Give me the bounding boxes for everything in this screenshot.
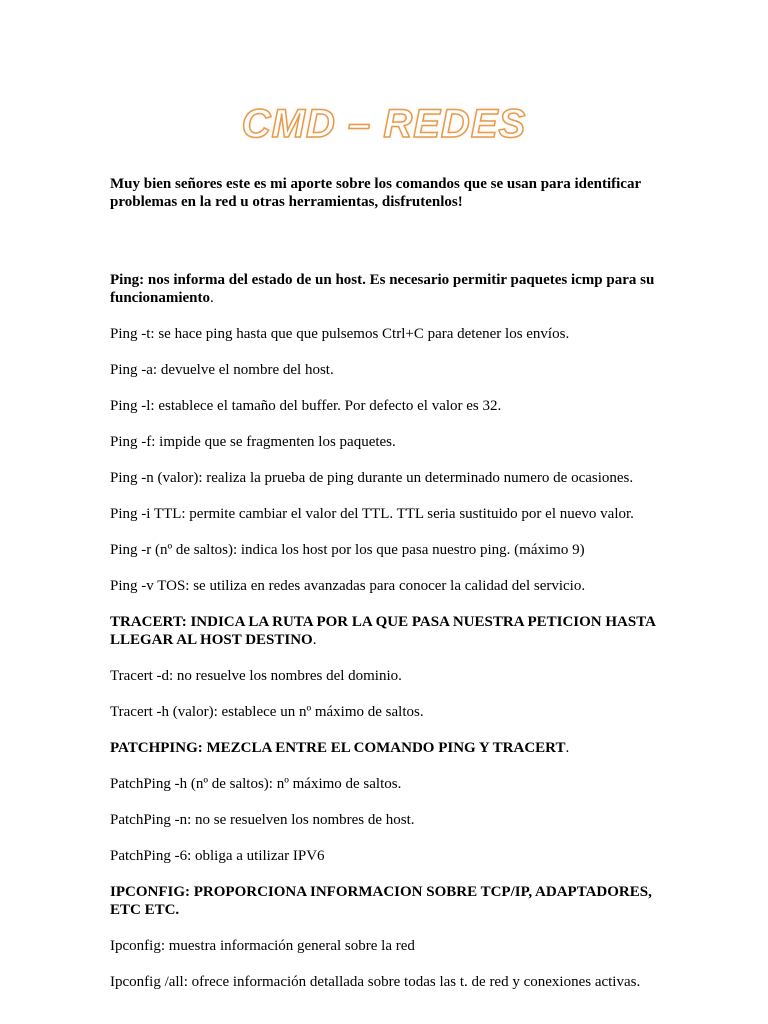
ipconfig-item-all: Ipconfig /all: ofrece información detallada sobre todas las t. de red y conexiones activas. [110,974,641,990]
ping-heading [110,271,670,307]
patchping-heading-period: . [565,740,570,756]
ping-item-r: Ping -r (nº de saltos): indica los host por los que pasa nuestro ping. (máximo 9) [110,542,585,558]
tracert-item-d: Tracert -d: no resuelve los nombres del dominio. [110,668,402,684]
tracert-heading-text: TRACERT: INDICA LA RUTA POR LA QUE PASA NUESTRA PETICION HASTA LLEGAR AL HOST DESTINO [110,614,656,648]
ipconfig-heading: IPCONFIG: PROPORCIONA INFORMACION SOBRE TCP/IP, ADAPTADORES, ETC ETC. [110,884,652,918]
intro-paragraph: Muy bien señores este es mi aporte sobre los comandos que se usan para identificar problemas en la red u otras herramientas, disfrutenlos! [110,176,641,210]
ping-item-a: Ping -a: devuelve el nombre del host. [110,362,334,378]
ping-item-v: Ping -v TOS: se utiliza en redes avanzadas para conocer la calidad del servicio. [110,578,586,594]
tracert-heading-period: . [312,632,317,648]
ping-item-l: Ping -l: establece el tamaño del buffer. Por defecto el valor es 32. [110,398,502,414]
document-body [110,175,670,991]
tracert-heading [110,613,670,649]
patchping-heading-text: PATCHPING: MEZCLA ENTRE EL COMANDO PING Y TRACERT [110,740,566,756]
document-title: CMD – REDES [241,102,527,146]
patchping-item-6: PatchPing -6: obliga a utilizar IPV6 [110,848,325,864]
ping-heading-period: . [210,290,214,306]
ping-item-t: Ping -t: se hace ping hasta que que pulsemos Ctrl+C para detener los envíos. [110,326,570,342]
patchping-item-n: PatchPing -n: no se resuelven los nombres de host. [110,812,415,828]
ping-item-i: Ping -i TTL: permite cambiar el valor del TTL. TTL seria sustituido por el nuevo valor. [110,506,634,522]
ipconfig-item-general: Ipconfig: muestra información general sobre la red [110,938,415,954]
patchping-item-h: PatchPing -h (nº de saltos): nº máximo de saltos. [110,776,402,792]
ping-heading-text: Ping: nos informa del estado de un host. Es necesario permitir paquetes icmp para su funcionamiento [110,272,655,306]
ping-item-f: Ping -f: impide que se fragmenten los paquetes. [110,434,396,450]
patchping-heading [110,739,670,757]
ping-item-n: Ping -n (valor): realiza la prueba de ping durante un determinado numero de ocasiones. [110,470,634,486]
tracert-item-h: Tracert -h (valor): establece un nº máximo de saltos. [110,704,424,720]
